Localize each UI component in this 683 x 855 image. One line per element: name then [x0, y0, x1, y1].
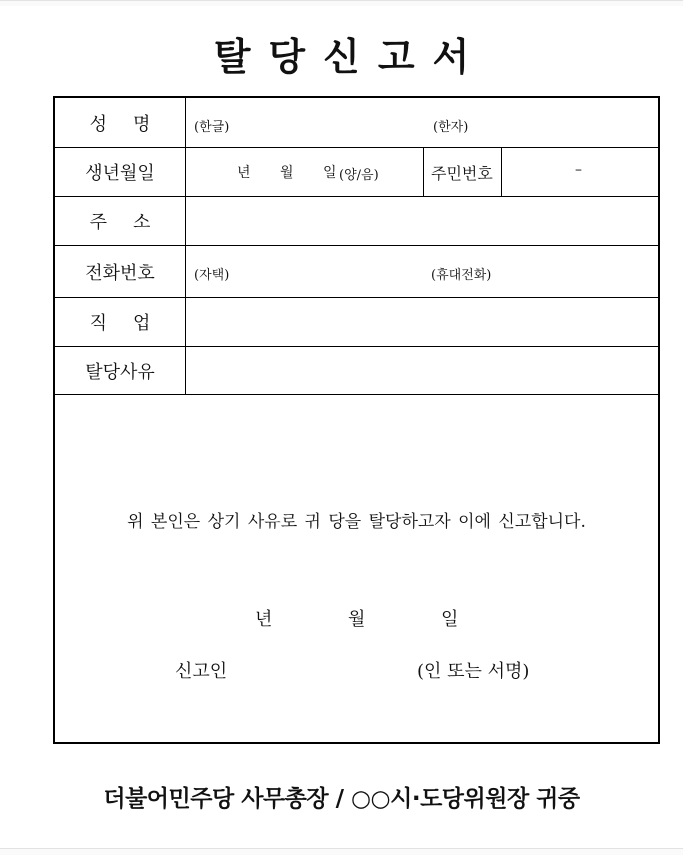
label-name: 성명: [55, 98, 186, 147]
label-job: 직업: [55, 298, 186, 346]
hangul-hint: (한글): [194, 120, 230, 135]
withdrawal-form-table: [53, 96, 660, 744]
date-year-unit: 년: [255, 609, 273, 630]
mobile-phone-hint: (휴대전화): [431, 268, 492, 283]
row-phone: [55, 246, 658, 298]
birth-month-unit: 월: [280, 165, 294, 181]
resident-number-label: 주민번호: [431, 164, 493, 183]
label-address: 주소: [55, 197, 186, 245]
row-name: [55, 98, 658, 148]
label-reason: 탈당사유: [55, 347, 186, 394]
birth-divider-2: [501, 148, 502, 196]
calendar-hint: (양/음): [339, 168, 379, 183]
declaration-statement: 위 본인은 상기 사유로 귀 당을 탈당하고자 이에 신고합니다.: [127, 512, 586, 532]
row-job: [55, 298, 658, 347]
row-birth: [55, 148, 658, 197]
date-month-unit: 월: [348, 609, 366, 630]
birth-year-unit: 년: [237, 165, 251, 181]
row-address: [55, 197, 658, 246]
date-day-unit: 일: [441, 609, 459, 630]
addressee-footer: 더불어민주당 사무총장 / ○○시·도당위원장 귀중: [103, 786, 580, 812]
reporter-label: 신고인: [175, 661, 228, 682]
row-reason: [55, 347, 658, 395]
home-phone-hint: (자택): [194, 268, 230, 283]
birth-divider-1: [423, 148, 424, 196]
document-title: 탈당신고서: [213, 35, 488, 79]
page-top-edge: [0, 0, 683, 6]
resident-dash: –: [575, 162, 582, 178]
birth-day-unit: 일: [323, 165, 337, 181]
label-phone: 전화번호: [55, 246, 186, 297]
seal-or-signature-hint: (인 또는 서명): [417, 661, 530, 682]
label-birth: 생년월일: [55, 148, 186, 196]
declaration-area: [55, 395, 658, 742]
hanja-hint: (한자): [433, 120, 469, 135]
